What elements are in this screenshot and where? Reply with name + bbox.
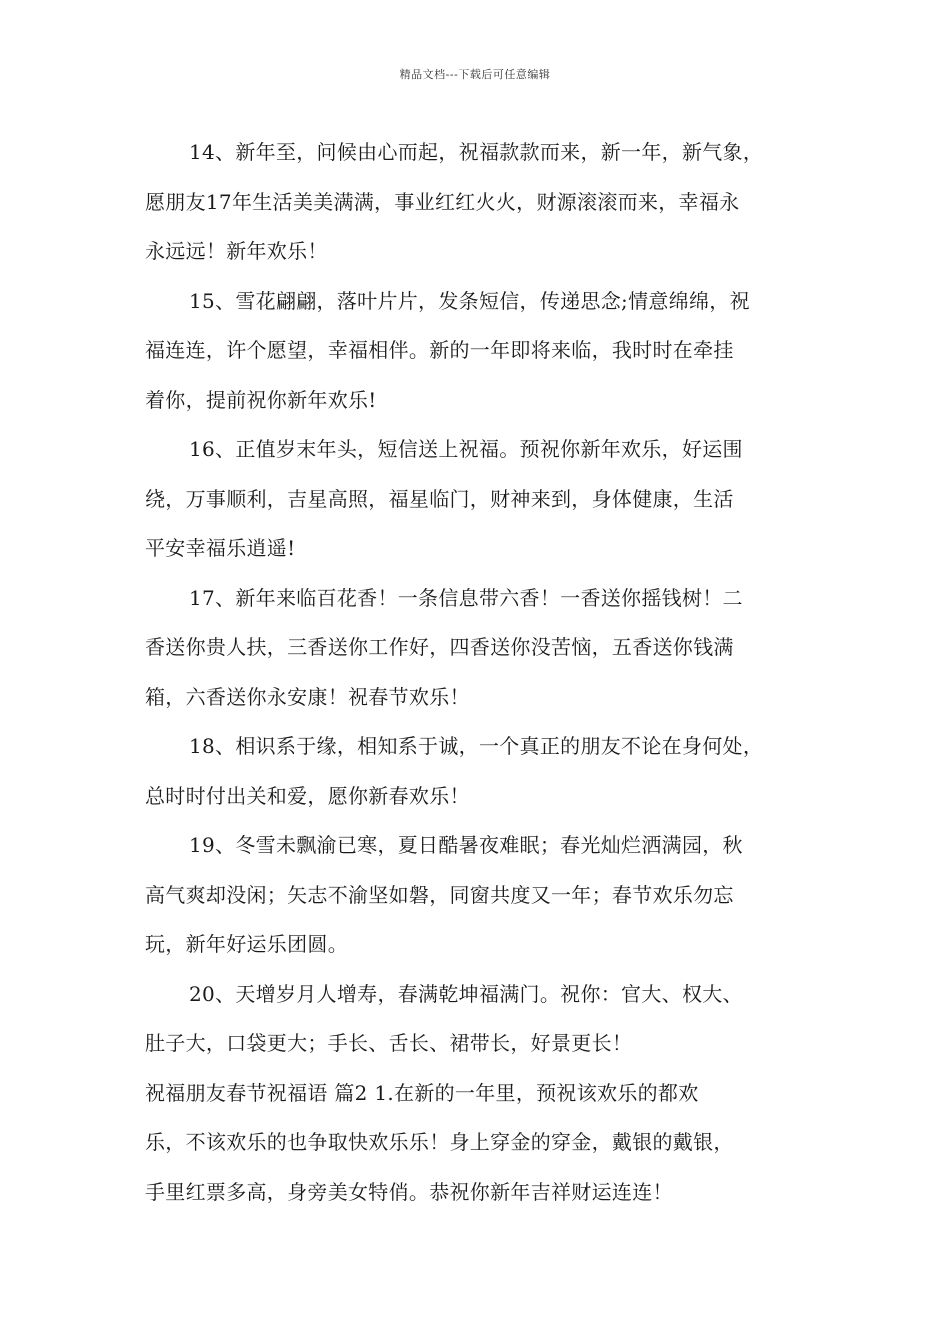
paragraph-line: 17、新年来临百花香！一条信息带六香！一香送你摇钱树！二: [189, 585, 743, 610]
paragraph-4: [145, 574, 825, 723]
paragraph-2: [145, 277, 825, 426]
paragraph-line: 16、正值岁末年头，短信送上祝福。预祝你新年欢乐，好运围: [189, 437, 743, 461]
paragraph-line: 18、相识系于缘，相知系于诚，一个真正的朋友不论在身何处，: [189, 734, 764, 758]
paragraph-line: 19、冬雪未飘渝已寒，夏日酷暑夜难眠；春光灿烂洒满园，秋: [189, 833, 743, 857]
paragraph-5: [145, 722, 825, 821]
paragraph-line: 20、天增岁月人增寿，春满乾坤福满门。祝你：官大、权大、: [189, 981, 743, 1006]
paragraph-line: 14、新年至，问候由心而起，祝福款款而来，新一年，新气象，: [189, 140, 764, 164]
paragraph-line: 手里红票多高，身旁美女特俏。恭祝你新年吉祥财运连连！: [145, 1179, 673, 1204]
paragraph-line: 箱，六香送你永安康！祝春节欢乐！: [145, 684, 470, 709]
page-header: 精品文档---下载后可任意编辑: [399, 68, 551, 81]
paragraph-line: 福连连，许个愿望，幸福相伴。新的一年即将来临，我时时在牵挂: [145, 338, 734, 362]
paragraph-8: [145, 1069, 825, 1218]
paragraph-line: 香送你贵人扶，三香送你工作好，四香送你没苦恼，五香送你钱满: [145, 635, 734, 659]
paragraph-line: 绕，万事顺利，吉星高照，福星临门，财神来到，身体健康，生活: [145, 486, 734, 511]
paragraph-line: 愿朋友17年生活美美满满，事业红红火火，财源滚滚而来，幸福永: [145, 189, 740, 214]
paragraph-line: 玩，新年好运乐团圆。: [145, 932, 348, 956]
paragraph-3: [145, 425, 825, 574]
paragraph-line: 平安幸福乐逍遥!: [145, 536, 296, 560]
paragraph-line: 高气爽却没闲；矢志不渝坚如磐，同窗共度又一年；春节欢乐勿忘: [145, 882, 734, 907]
paragraph-line: 着你，提前祝你新年欢乐!: [145, 387, 377, 412]
paragraph-line: 祝福朋友春节祝福语 篇2 1.在新的一年里，预祝该欢乐的都欢: [145, 1080, 699, 1105]
paragraph-line: 乐，不该欢乐的也争取快欢乐乐！身上穿金的穿金，戴银的戴银，: [145, 1130, 734, 1154]
paragraph-line: 总时时付出关和爱，愿你新春欢乐！: [145, 783, 470, 808]
paragraph-6: [145, 821, 825, 970]
paragraph-line: 永远远！新年欢乐！: [145, 239, 328, 263]
paragraph-line: 15、雪花翩翩，落叶片片，发条短信，传递思念;情意绵绵，祝: [189, 288, 750, 313]
paragraph-line: 肚子大，口袋更大；手长、舌长、裙带长，好景更长！: [145, 1031, 633, 1055]
paragraph-7: [145, 970, 825, 1069]
paragraph-1: [145, 128, 825, 277]
document-body: [145, 128, 825, 1217]
